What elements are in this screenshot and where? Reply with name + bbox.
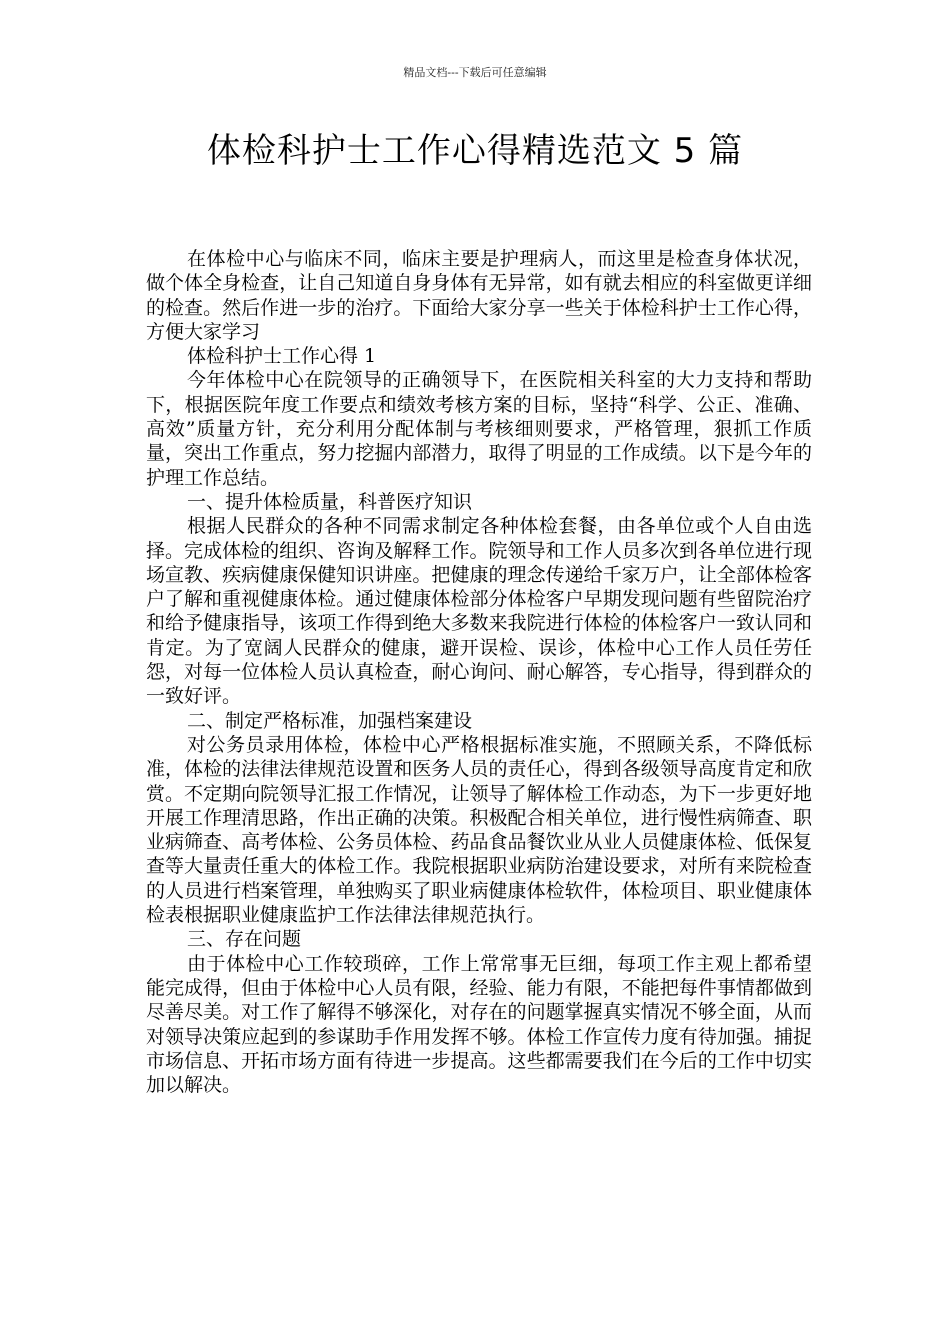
document-title: 体检科护士工作心得精选范文 5 篇 <box>206 131 744 171</box>
body-paragraph: 对公务员录用体检，体检中心严格根据标准实施，不照顾关系，不降低标准，体检的法律法律规范设置和医务人员的责任心，得到各级领导高度肯定和欣赏。不定期向院领导汇报工作情况，让领导了解体检工作动态，为下一步更好地开展工作理清思路，作出正确的决策。积极配合相关单位，进行慢性病筛查、职业病筛查、高考体检、公务员体检、药品食品餐饮业从业人员健康体检、低保复查等大量责任重大的体检工作。我院根据职业病防治建设要求，对所有来院检查的人员进行档案管理，单独购买了职业病健康体检软件，体检项目、职业健康体检表根据职业健康监护工作法律法律规范执行。 <box>146 733 812 927</box>
section-heading: 体检科护士工作心得 1 <box>187 345 377 368</box>
subsection-heading: 二、制定严格标准，加强档案建设 <box>187 709 473 732</box>
subsection-heading: 一、提升体检质量，科普医疗知识 <box>187 490 473 513</box>
subsection-heading: 三、存在问题 <box>187 928 302 951</box>
body-paragraph: 由于体检中心工作较琐碎，工作上常常事无巨细，每项工作主观上都希望能完成得，但由于体检中心人员有限，经验、能力有限，不能把每件事情都做到尽善尽美。对工作了解得不够深化，对存在的问题掌握真实情况不够全面，从而对领导决策应起到的参谋助手作用发挥不够。体检工作宣传力度有待加强。捕捉市场信息、开拓市场方面有待进一步提高。这些都需要我们在今后的工作中切实加以解决。 <box>146 952 812 1097</box>
header-note: 精品文档---下载后可任意编辑 <box>403 66 547 79</box>
body-paragraph: 根据人民群众的各种不同需求制定各种体检套餐，由各单位或个人自由选择。完成体检的组织、咨询及解释工作。院领导和工作人员多次到各单位进行现场宣教、疾病健康保健知识讲座。把健康的理念传递给千家万户，让全部体检客户了解和重视健康体检。通过健康体检部分体检客户早期发现问题有些留院治疗和给予健康指导，该项工作得到绝大多数来我院进行体检的体检客户一致认同和肯定。为了宽阔人民群众的健康，避开误检、误诊，体检中心工作人员任劳任怨，对每一位体检人员认真检查，耐心询问、耐心解答，专心指导，得到群众的一致好评。 <box>146 515 812 708</box>
intro-paragraph: 在体检中心与临床不同，临床主要是护理病人，而这里是检查身体状况，做个体全身检查，让自己知道自身身体有无异常，如有就去相应的科室做更详细的检查。然后作进一步的治疗。下面给大家分享一些关于体检科护士工作心得，方便大家学习 <box>146 248 812 343</box>
body-paragraph: 今年体检中心在院领导的正确领导下，在医院相关科室的大力支持和帮助下，根据医院年度工作要点和绩效考核方案的目标，坚持“科学、公正、准确、高效”质量方针，充分利用分配体制与考核细则要求，严格管理，狠抓工作质量，突出工作重点，努力挖掘内部潜力，取得了明显的工作成绩。以下是今年的护理工作总结。 <box>146 369 812 489</box>
document-body <box>146 247 812 1097</box>
